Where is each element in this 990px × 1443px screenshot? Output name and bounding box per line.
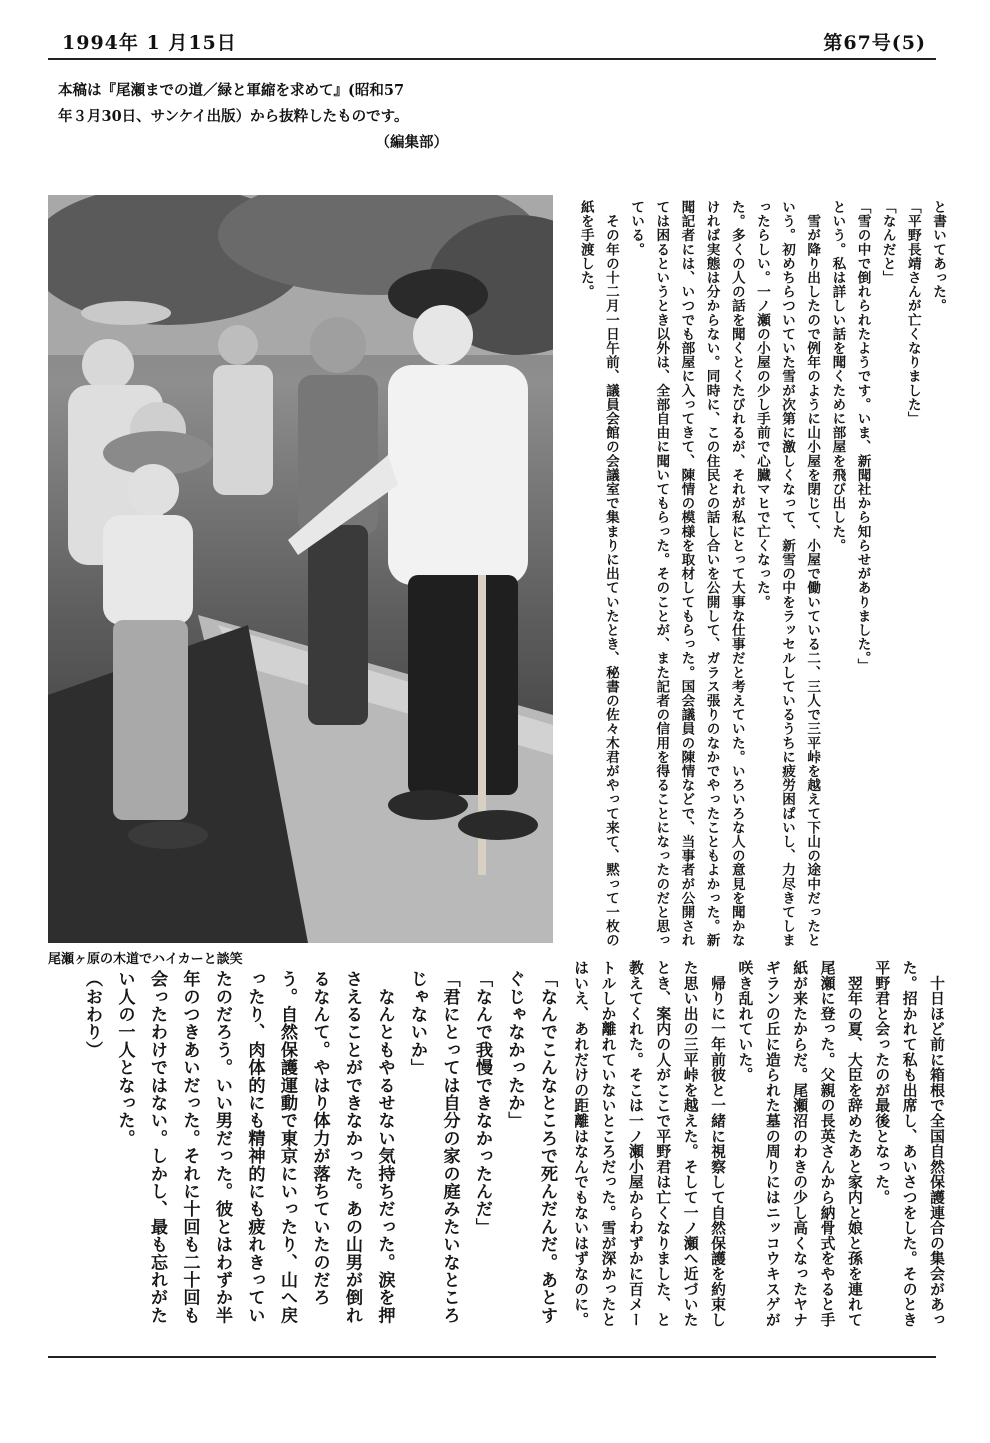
paragraph: 「なんで我慢できなかったんだ」 — [472, 970, 492, 1236]
photo-caption: 尾瀬ヶ原の木道でハイカーと談笑 — [48, 952, 243, 967]
paragraph: 「なんでこんなところで死んだんだ。あとすぐじゃなかったか」 — [504, 970, 557, 1324]
editor-note-line-2: 年３月30日、サンケイ出版）から抜粋したものです。 — [58, 108, 409, 125]
article-upper — [565, 200, 950, 960]
editor-note — [58, 78, 518, 156]
paragraph: 「なんだと」 — [879, 200, 896, 285]
paragraph: という。私は詳しい話を聞くために部屋を飛び出した。 — [829, 200, 846, 553]
article-end-mark: （おわり） — [82, 970, 102, 1059]
paragraph: 十日ほど前に箱根で全国自然保護連合の集会があった。招かれて私も出席し、あいさつをした。そのとき平野君と会ったのが最後となった。 — [873, 960, 945, 1328]
editor-note-line-1: 本稿は『尾瀬までの道／緑と軍縮を求めて』(昭和57 — [58, 82, 405, 99]
paragraph: と書いてあった。 — [930, 200, 946, 313]
paragraph: 翌年の夏、大臣を辞めたあと家内と娘と孫を連れて尾瀬に登った。父親の長英さんから納骨式をやると手紙が来たからだ。尾瀬沼のわきの少し高くなったヤナギランの丘に造られた墓の周りにはニッコウキスゲが咲き乱れていた。 — [736, 960, 863, 1328]
paragraph: 「君にとっては自分の家の庭みたいなところじゃないか」 — [407, 970, 460, 1324]
header-rule — [48, 58, 936, 60]
paragraph: た。多くの人の話を聞くとくたびれるが、それが私にとって大事な仕事だと考えていた。いろいろな人の意見を聞かなければ実態は分からない。同時に、この住民との話し合いを公開して、ガラス張りのなかでやったこともよかった。新聞記者には、いつでも部屋に入ってきて、陳情の模様を取材してもらった。国会議員の陳情などで、当事者が公開されては困るというとき以外は、全部自由に聞いてもらった。そのことが、また記者の信用を得ることになったのだと思っている。 — [628, 200, 745, 948]
paragraph: 「雪の中で倒れられたようです。いま、新聞社から知らせがありました。」 — [854, 200, 871, 673]
footer-rule — [48, 1356, 936, 1358]
editor-note-source: （編集部） — [375, 134, 448, 151]
article-lower-left — [48, 970, 563, 1340]
issue-number: 第67号(5) — [823, 32, 926, 54]
paragraph: 「平野長靖さんが亡くなりました」 — [904, 200, 921, 426]
article-lower-right — [565, 960, 950, 1340]
paragraph: 帰りに一年前彼と一緒に視察して自然保護を約束した思い出の三平峠を越えた。そして一ノ瀬へ近づいたとき、案内の人がここで平野君は亡くなりました、と教えてくれた。そこは一ノ瀬小屋からわずかに百メートルしか離れていないところだった。雪が深かったとはいえ、あれだけの距離はなんでもないはずなのに。 — [572, 960, 726, 1328]
hikers-photo — [48, 195, 553, 943]
paragraph: その年の十二月一日午前、議員会館の会議室で集まりに出ていたとき、秘書の佐々木君がやって来て、黙って一枚の紙を手渡した。 — [577, 200, 619, 948]
paragraph: 雪が降り出したので例年のように山小屋を閉じて、小屋で働いている二、三人で三平峠を越えて下山の途中だったという。初めちらついていた雪が次第に激しくなって、新雪の中をラッセルしているうちに疲労困ぱいし、力尽きてしまったらしい。一ノ瀬の小屋の少し手前で心臓マヒで亡くなった。 — [753, 200, 821, 948]
paragraph: なんともやるせない気持ちだった。涙を押さえることができなかった。あの山男が倒れるなんて。やはり体力が落ちていたのだろう。自然保護運動で東京にいったり、山へ戻ったり、肉体的にも精神的にも疲れきっていたのだろう。いい男だった。彼とはわずか半年のつきあいだった。それに十回も二十回も会ったわけではない。しかし、最も忘れがたい人の一人となった。 — [114, 970, 395, 1324]
issue-date: 1994年 1 月15日 — [62, 32, 237, 54]
